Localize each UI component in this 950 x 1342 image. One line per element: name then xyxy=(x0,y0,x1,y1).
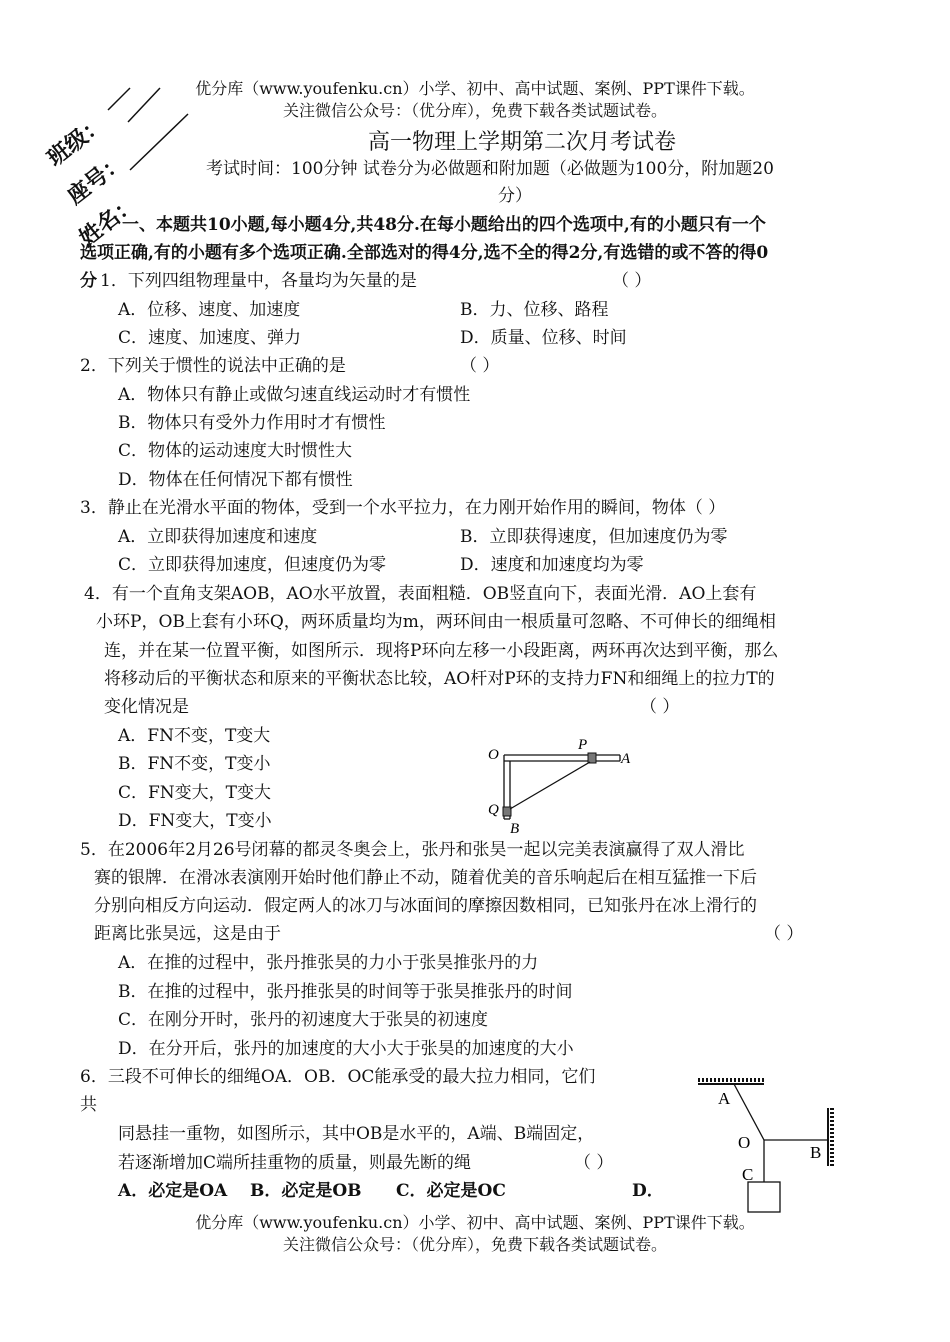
q5-line-2: 赛的银牌．在滑冰表演刚开始时他们静止不动，随着优美的音乐响起后在相互猛推一下后 xyxy=(94,868,757,888)
rope-pq xyxy=(510,762,590,809)
q4-option-a: A．FN不变，T变大 xyxy=(118,726,271,746)
class-blank-line xyxy=(108,88,130,110)
seat-label: 座号： xyxy=(62,148,131,210)
q4-option-d: D．FN变大，T变小 xyxy=(118,811,272,831)
q4-option-b: B．FN不变，T变小 xyxy=(118,754,271,774)
q3-option-d: D．速度和加速度均为零 xyxy=(460,555,644,575)
q6-bracket: （ ） xyxy=(574,1153,614,1173)
q1-stem: 1．下列四组物理量中，各量均为矢量的是 xyxy=(100,271,417,291)
name-label: 姓名： xyxy=(74,190,143,252)
q5-line-4: 距离比张昊远，这是由于 xyxy=(94,924,281,944)
section1-line-1: 一、本题共10小题,每小题4分,共48分.在每小题给出的四个选项中,有的小题只有一个 xyxy=(122,215,766,235)
section1-line-2: 选项正确,有的小题有多个选项正确.全部选对的得4分,选不全的得2分,有选错的或不答的得0 xyxy=(80,243,769,263)
label-a: A xyxy=(718,1089,731,1108)
weight-box xyxy=(748,1182,780,1212)
label-o: O xyxy=(488,747,499,763)
rope-oa xyxy=(734,1084,764,1140)
q4-line-5: 变化情况是 xyxy=(104,697,189,717)
seat-blank-line xyxy=(128,88,160,122)
q6-line-2: 共 xyxy=(80,1095,97,1115)
q4-line-3: 连，并在某一位置平衡，如图所示．现将P环向左移一小段距离，两环再次达到平衡，那么 xyxy=(104,641,779,661)
name-blank-line xyxy=(130,114,188,170)
q2-stem: 2．下列关于惯性的说法中正确的是 xyxy=(80,356,346,376)
q5-option-b: B．在推的过程中，张丹推张昊的时间等于张昊推张丹的时间 xyxy=(118,982,573,1002)
q1-option-b: B．力、位移、路程 xyxy=(460,300,609,320)
page-title: 高一物理上学期第二次月考试卷 xyxy=(368,130,677,155)
q4-option-c: C．FN变大，T变大 xyxy=(118,783,272,803)
q3-option-b: B．立即获得速度，但加速度仍为零 xyxy=(460,527,728,547)
q1-option-d: D．质量、位移、时间 xyxy=(460,328,627,348)
label-c: C xyxy=(742,1165,754,1184)
q3-option-c: C．立即获得加速度，但速度仍为零 xyxy=(118,555,387,575)
q5-option-d: D．在分开后，张丹的加速度的大小大于张昊的加速度的大小 xyxy=(118,1039,574,1059)
q4-line-4: 将移动后的平衡状态和原来的平衡状态比较，AO杆对P环的支持力FN和细绳上的拉力T的 xyxy=(104,669,775,689)
footer-line-1: 优分库（www.youfenku.cn）小学、初中、高中试题、案例、PPT课件下载。 xyxy=(195,1213,755,1232)
q6-option-b: B．必定是OB xyxy=(250,1181,362,1201)
q3-stem: 3．静止在光滑水平面的物体，受到一个水平拉力，在力刚开始作用的瞬间，物体（ ） xyxy=(80,498,726,518)
q2-option-c: C．物体的运动速度大时惯性大 xyxy=(118,441,353,461)
q1-option-c: C．速度、加速度、弹力 xyxy=(118,328,302,348)
ring-p xyxy=(588,753,596,763)
q5-option-c: C．在刚分开时，张丹的初速度大于张昊的初速度 xyxy=(118,1010,489,1030)
q6-line-1: 6．三段不可伸长的细绳OA．OB．OC能承受的最大拉力相同，它们 xyxy=(80,1067,596,1087)
ring-q xyxy=(503,807,511,816)
q1-option-a: A．位移、速度、加速度 xyxy=(118,300,301,320)
label-p: P xyxy=(578,737,588,753)
header-line-1: 优分库（www.youfenku.cn）小学、初中、高中试题、案例、PPT课件下载。 xyxy=(195,79,755,98)
q5-line-1: 5．在2006年2月26号闭幕的都灵冬奥会上，张丹和张昊一起以完美表演赢得了双人滑比 xyxy=(80,840,745,860)
q4-bracket-figure xyxy=(480,735,650,837)
q4-bracket: （ ） xyxy=(640,697,680,717)
q2-option-d: D．物体在任何情况下都有惯性 xyxy=(118,470,353,490)
q1-bracket: （ ） xyxy=(612,271,652,291)
q5-option-a: A．在推的过程中，张丹推张昊的力小于张昊推张丹的力 xyxy=(118,953,539,973)
section1-line-3: 分 xyxy=(80,271,97,291)
q6-option-c: C．必定是OC xyxy=(396,1181,506,1201)
q6-option-a: A．必定是OA xyxy=(118,1181,228,1201)
q6-option-d: D． xyxy=(632,1181,664,1201)
header-line-2: 关注微信公众号：（优分库），免费下载各类试题试卷。 xyxy=(282,101,667,120)
q2-bracket: （ ） xyxy=(460,356,500,376)
exam-info-line-1: 考试时间：100分钟 试卷分为必做题和附加题（必做题为100分，附加题20 xyxy=(206,159,774,179)
q6-rope-figure xyxy=(690,1070,850,1218)
footer-line-2: 关注微信公众号：（优分库），免费下载各类试题试卷。 xyxy=(282,1235,667,1254)
side-blank-lines xyxy=(90,60,210,180)
exam-info-line-2: 分） xyxy=(498,186,532,206)
q4-line-2: 小环P，OB上套有小环Q，两环质量均为m，两环间由一根质量可忽略、不可伸长的细绳相 xyxy=(96,612,776,632)
q6-line-3: 同悬挂一重物，如图所示，其中OB是水平的，A端、B端固定， xyxy=(118,1124,595,1144)
label-b: B xyxy=(810,1143,822,1162)
q4-line-1: 4．有一个直角支架AOB，AO水平放置，表面粗糙．OB竖直向下，表面光滑．AO上套有 xyxy=(84,584,757,604)
label-o: O xyxy=(738,1133,751,1152)
q5-line-3: 分别向相反方向运动．假定两人的冰刀与冰面间的摩擦因数相同，已知张丹在冰上滑行的 xyxy=(94,896,757,916)
q6-line-4: 若逐渐增加C端所挂重物的质量，则最先断的绳 xyxy=(118,1153,472,1173)
q2-option-b: B．物体只有受外力作用时才有惯性 xyxy=(118,413,386,433)
label-a: A xyxy=(621,751,631,767)
class-label: 班级： xyxy=(42,110,111,172)
label-b: B xyxy=(510,821,520,837)
q2-option-a: A．物体只有静止或做匀速直线运动时才有惯性 xyxy=(118,385,471,405)
label-q: Q xyxy=(488,802,499,818)
q5-bracket: （ ） xyxy=(764,924,804,944)
q3-option-a: A．立即获得加速度和速度 xyxy=(118,527,318,547)
